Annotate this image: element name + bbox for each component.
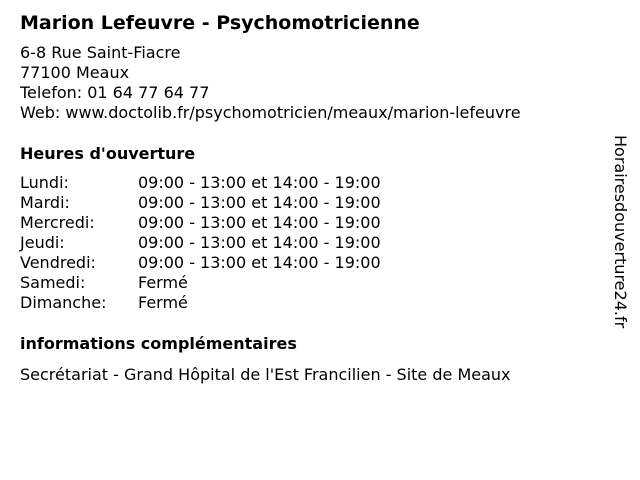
address-block	[20, 43, 521, 123]
info-text: Secrétariat - Grand Hôpital de l'Est Francilien - Site de Meaux	[20, 365, 511, 384]
day-label: Mardi:	[20, 193, 70, 212]
day-label: Samedi:	[20, 273, 86, 292]
info-heading: informations complémentaires	[20, 334, 297, 353]
address-street: 6-8 Rue Saint-Fiacre	[20, 43, 181, 62]
address-city: 77100 Meaux	[20, 63, 130, 82]
hours-row	[20, 293, 381, 313]
hours-row	[20, 213, 381, 233]
day-label: Mercredi:	[20, 213, 95, 232]
day-label: Lundi:	[20, 173, 69, 192]
day-label: Jeudi:	[20, 233, 65, 252]
day-hours: 09:00 - 13:00 et 14:00 - 19:00	[138, 193, 381, 212]
phone-number: Telefon: 01 64 77 64 77	[20, 83, 210, 102]
day-hours: 09:00 - 13:00 et 14:00 - 19:00	[138, 233, 381, 252]
website: Web: www.doctolib.fr/psychomotricien/meaux/marion-lefeuvre	[20, 103, 521, 122]
page-title: Marion Lefeuvre - Psychomotricienne	[20, 12, 420, 34]
hours-row	[20, 253, 381, 273]
hours-heading: Heures d'ouverture	[20, 144, 196, 163]
hours-row	[20, 233, 381, 253]
hours-row	[20, 273, 381, 293]
day-hours: 09:00 - 13:00 et 14:00 - 19:00	[138, 253, 381, 272]
day-hours: 09:00 - 13:00 et 14:00 - 19:00	[138, 173, 381, 192]
day-hours: Fermé	[138, 273, 188, 292]
day-hours: 09:00 - 13:00 et 14:00 - 19:00	[138, 213, 381, 232]
hours-list	[20, 173, 381, 313]
day-label: Vendredi:	[20, 253, 96, 272]
day-label: Dimanche:	[20, 293, 107, 312]
watermark-site-name: Horairesdouverture24.fr	[611, 135, 630, 329]
hours-row	[20, 193, 381, 213]
day-hours: Fermé	[138, 293, 188, 312]
hours-row	[20, 173, 381, 193]
